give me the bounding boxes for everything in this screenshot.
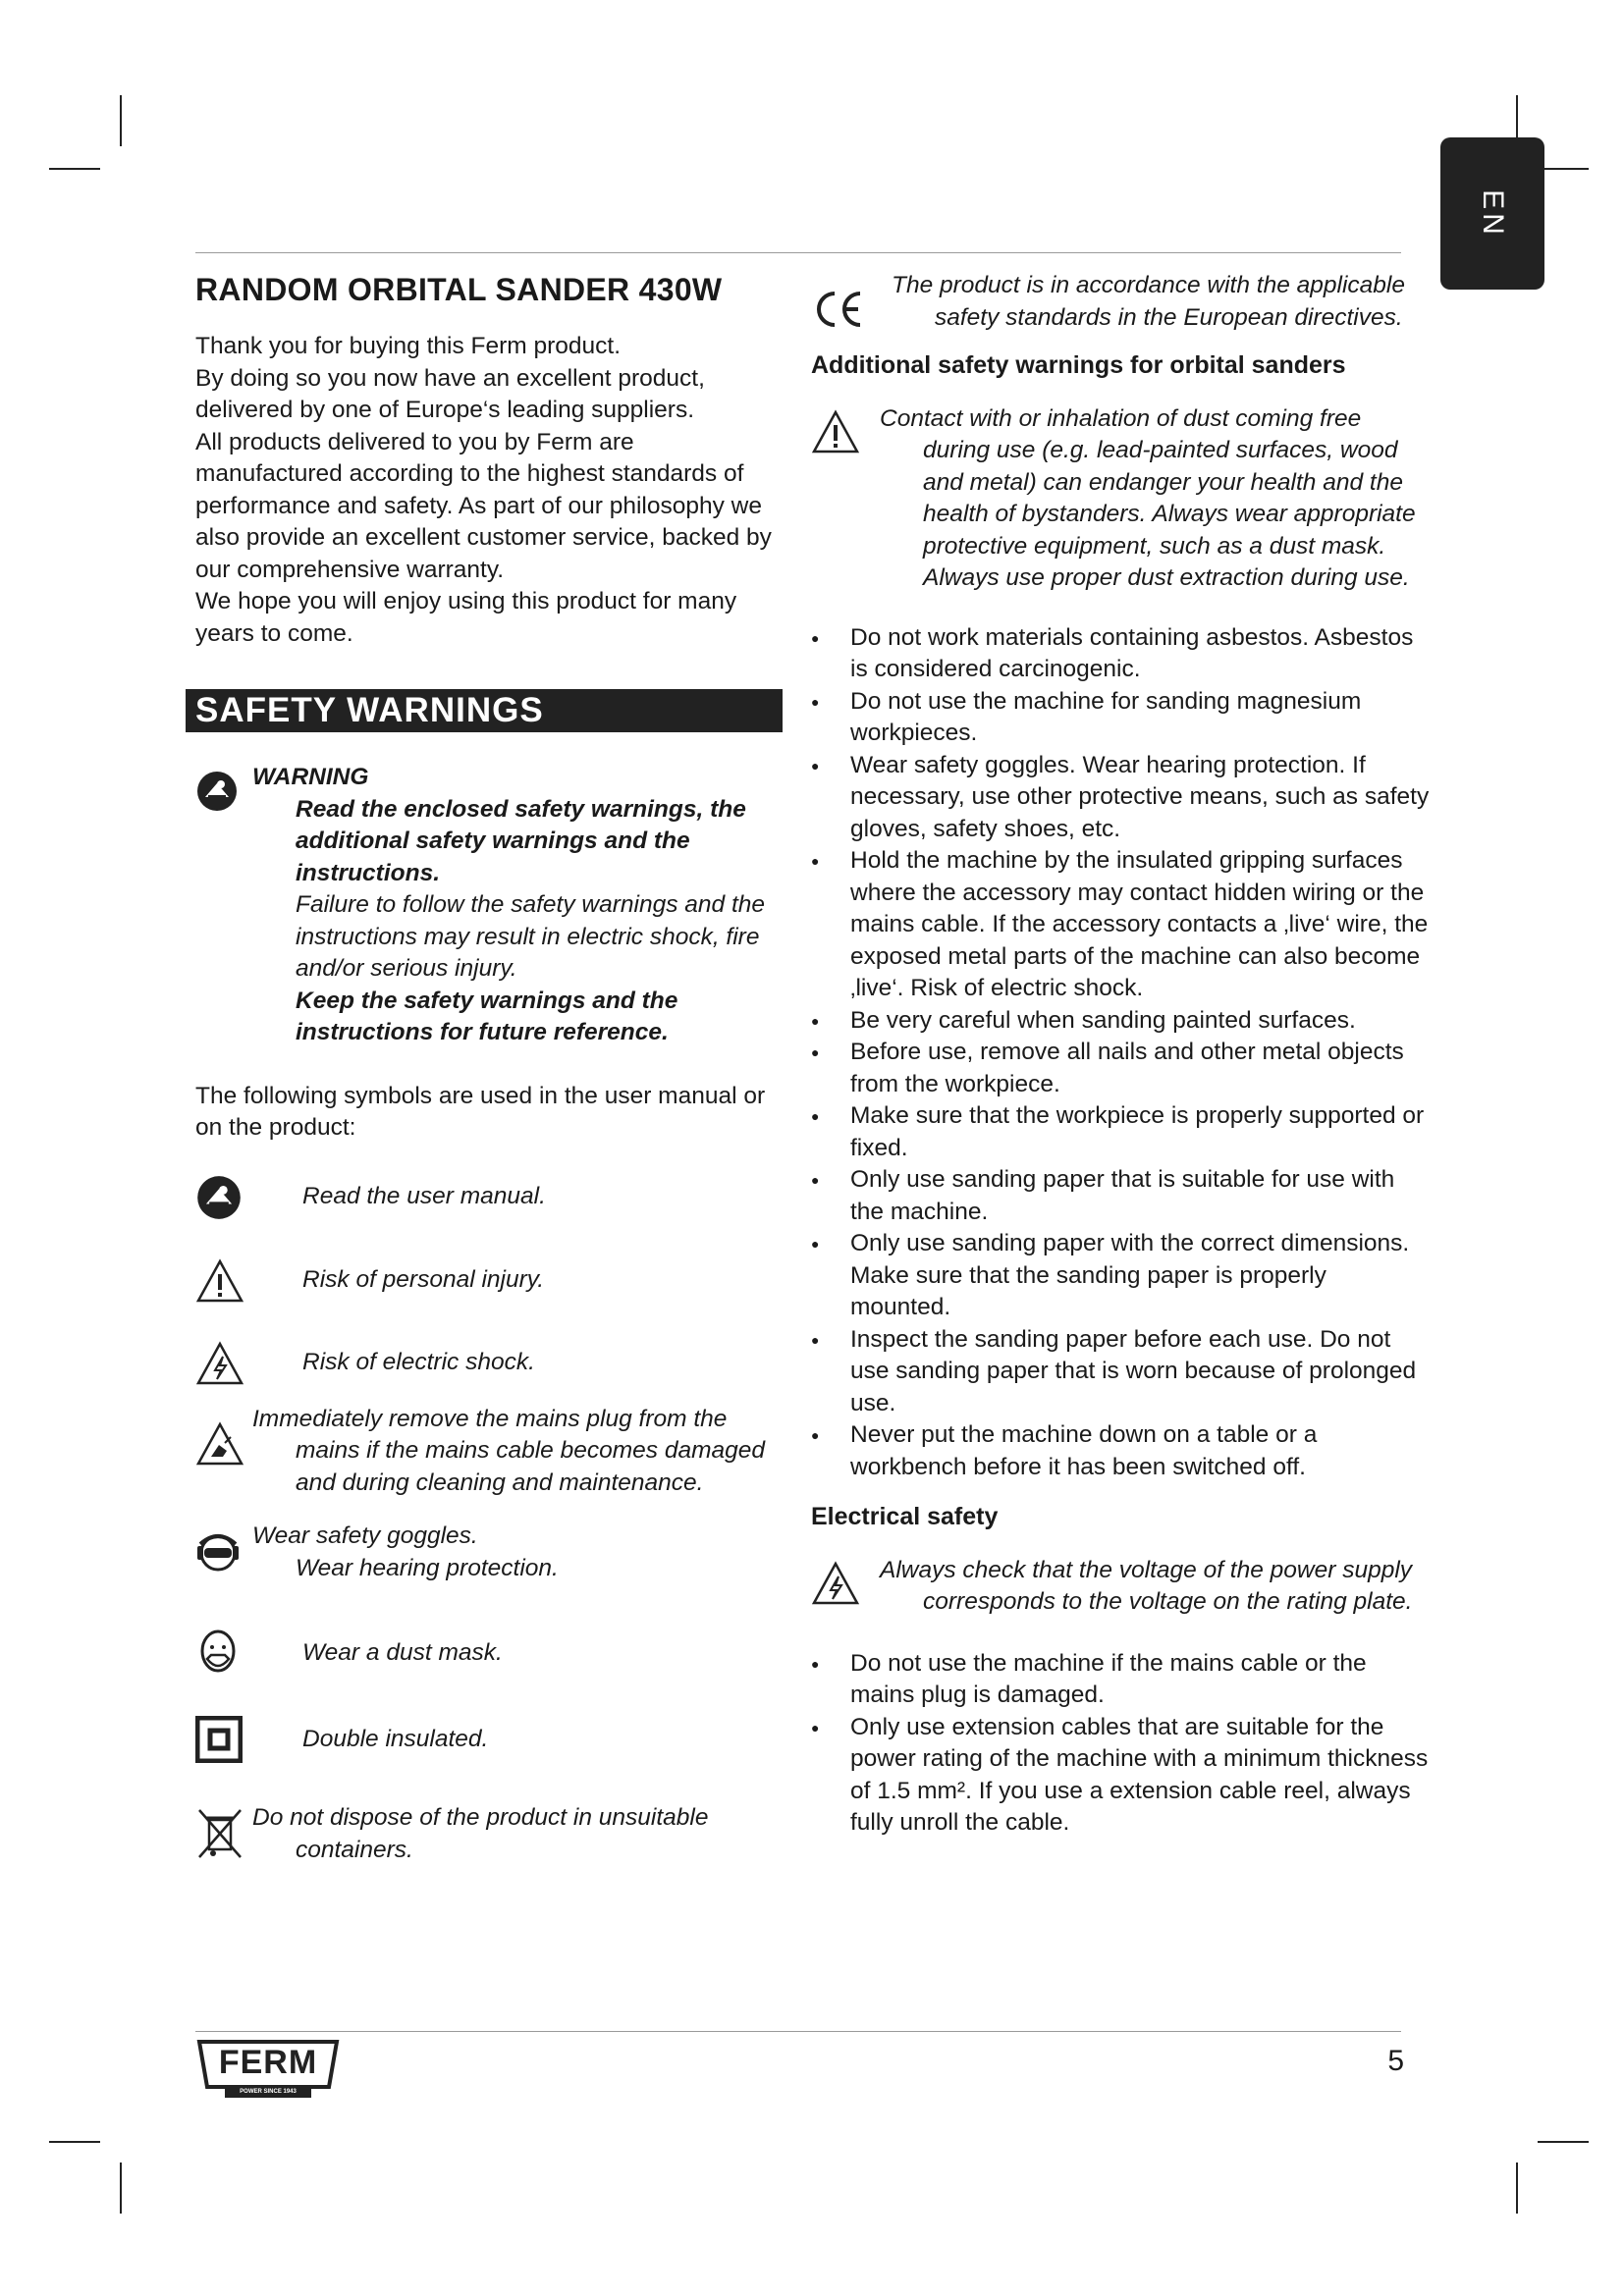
crop-mark xyxy=(49,2141,100,2143)
list-item: ● Only use sanding paper that is suitable for use with the machine. xyxy=(811,1164,1430,1228)
dust-warning-block xyxy=(811,403,1430,595)
intro-line: By doing so you now have an excellent product, delivered by one of Europe‘s leading suppliers. xyxy=(195,364,705,423)
language-tab xyxy=(1440,137,1544,290)
crossed-bin-icon xyxy=(195,1802,252,1861)
goggles-ear-protection-icon xyxy=(195,1521,252,1577)
safety-bullet-list xyxy=(811,622,1430,1484)
symbol-text: Immediately remove the mains plug from the mains if the mains cable becomes damaged and during cleaning and maintenance. xyxy=(252,1405,766,1496)
dust-warning-text: Contact with or inhalation of dust coming free during use (e.g. lead-painted surfaces, wood and metal) can endanger your health and the health of bystanders. Always wear appropriate protective equipment, such as a dust mask. Always use proper dust extraction during use. xyxy=(880,404,1416,591)
double-insulated-icon xyxy=(195,1716,302,1763)
read-manual-icon xyxy=(195,1174,302,1221)
symbol-row xyxy=(195,1628,785,1679)
read-manual-icon xyxy=(195,762,252,813)
page-title: RANDOM ORBITAL SANDER 430W xyxy=(195,272,723,307)
crop-mark xyxy=(1516,2163,1518,2214)
symbol-row xyxy=(195,1404,785,1500)
symbol-text: Wear a dust mask. xyxy=(302,1638,503,1666)
warning-bold: Read the enclosed safety warnings, the additional safety warnings and the instructions. xyxy=(296,795,746,886)
symbol-row xyxy=(195,1521,785,1584)
page-number: 5 xyxy=(1387,2045,1404,2077)
list-item: ● Only use sanding paper with the correct dimensions. Make sure that the sanding paper is properly mounted. xyxy=(811,1228,1430,1324)
electric-shock-icon xyxy=(195,1341,302,1386)
symbol-row xyxy=(195,1341,785,1386)
safety-warnings-banner: SAFETY WARNINGS xyxy=(186,689,783,732)
symbol-text: Risk of electric shock. xyxy=(302,1349,535,1376)
list-item: ● Wear safety goggles. Wear hearing protection. If necessary, use other protective means, such as safety gloves, safety shoes, etc. xyxy=(811,750,1430,846)
list-item: ● Hold the machine by the insulated gripping surfaces where the accessory may contact hidden wiring or the mains cable. If the accessory contacts a ‚live‘ wire, the exposed metal parts of the machine can also become ‚live‘. Risk of electric shock. xyxy=(811,845,1430,1005)
intro-line: All products delivered to you by Ferm are manufactured according to the highest standards of performance and safety. As part of our philosophy we also provide an excellent customer service, backed by our comprehensive warranty. xyxy=(195,428,772,583)
list-item: ● Never put the machine down on a table or a workbench before it has been switched off. xyxy=(811,1419,1430,1483)
crop-mark xyxy=(49,168,100,170)
symbol-text: Read the user manual. xyxy=(302,1183,546,1210)
voltage-warning-text: Always check that the voltage of the power supply corresponds to the voltage on the rating plate. xyxy=(880,1556,1413,1615)
list-item: ● Do not use the machine if the mains cable or the mains plug is damaged. xyxy=(811,1648,1430,1712)
symbol-row xyxy=(195,1174,785,1221)
warning-block xyxy=(195,762,785,1049)
symbol-text: Risk of personal injury. xyxy=(302,1266,545,1294)
electrical-bullet-list xyxy=(811,1648,1430,1840)
ce-text: The product is in accordance with the applicable safety standards in the European directives. xyxy=(892,272,1405,331)
crop-mark xyxy=(120,95,122,146)
list-item: ● Inspect the sanding paper before each use. Do not use sanding paper that is worn because of prolonged use. xyxy=(811,1324,1430,1420)
crop-mark xyxy=(1538,168,1589,170)
symbols-intro: The following symbols are used in the user manual or on the product: xyxy=(195,1082,766,1141)
list-item: ● Do not use the machine for sanding magnesium workpieces. xyxy=(811,686,1430,750)
left-column xyxy=(195,270,785,1866)
warning-bold: Keep the safety warnings and the instructions for future reference. xyxy=(296,987,678,1045)
section-heading: Electrical safety xyxy=(811,1503,999,1530)
crop-mark xyxy=(1538,2141,1589,2143)
warning-triangle-icon xyxy=(195,1258,302,1304)
intro-line: Thank you for buying this Ferm product. xyxy=(195,333,622,359)
logo-tagline: POWER SINCE 1943 xyxy=(240,2089,297,2095)
list-item: ● Do not work materials containing asbestos. Asbestos is considered carcinogenic. xyxy=(811,622,1430,686)
section-heading: Additional safety warnings for orbital sanders xyxy=(811,351,1346,379)
crop-mark xyxy=(120,2163,122,2214)
symbol-text: Do not dispose of the product in unsuitable containers. xyxy=(252,1804,709,1863)
list-item: ● Be very careful when sanding painted surfaces. xyxy=(811,1005,1430,1038)
right-column xyxy=(811,270,1430,1840)
list-item: ● Before use, remove all nails and other metal objects from the workpiece. xyxy=(811,1037,1430,1100)
ce-block xyxy=(811,270,1430,334)
electric-shock-icon xyxy=(811,1555,880,1606)
dust-mask-icon xyxy=(195,1628,302,1679)
footer-rule xyxy=(195,2031,1401,2032)
ferm-logo xyxy=(195,2038,341,2101)
warning-italic: Failure to follow the safety warnings and the instructions may result in electric shock, fire and/or serious injury. xyxy=(296,891,766,982)
ce-mark-icon xyxy=(811,270,892,329)
warning-label: WARNING xyxy=(252,764,369,790)
list-item: ● Make sure that the workpiece is properly supported or fixed. xyxy=(811,1100,1430,1164)
warning-triangle-icon xyxy=(811,403,880,454)
logo-text: FERM xyxy=(218,2044,318,2081)
unplug-icon xyxy=(195,1404,252,1467)
symbol-text: Wear hearing protection. xyxy=(296,1554,559,1581)
symbol-row xyxy=(195,1716,785,1763)
symbol-text: Double insulated. xyxy=(302,1725,489,1752)
header-rule xyxy=(195,252,1401,253)
list-item: ● Only use extension cables that are suitable for the power rating of the machine with a minimum thickness of 1.5 mm². If you use a extension cable reel, always fully unroll the cable. xyxy=(811,1712,1430,1840)
language-tab-label: EN xyxy=(1477,189,1509,239)
symbol-row xyxy=(195,1258,785,1304)
symbol-text: Wear safety goggles. xyxy=(252,1522,478,1549)
intro-line: We hope you will enjoy using this product for many years to come. xyxy=(195,588,737,647)
voltage-warning-block xyxy=(811,1555,1430,1619)
symbol-row xyxy=(195,1802,785,1866)
